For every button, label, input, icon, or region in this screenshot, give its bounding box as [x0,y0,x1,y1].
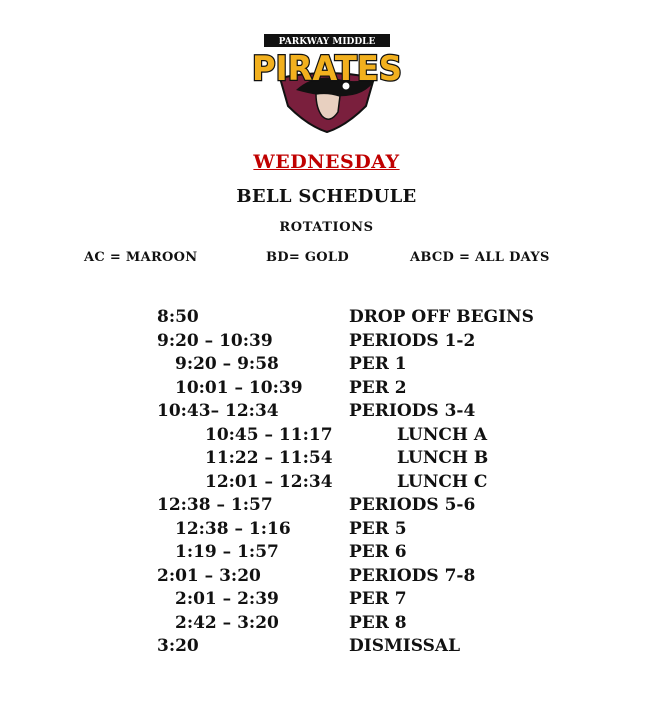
row-time: 12:01 – 12:34 [205,471,333,492]
row-event: PERIODS 1-2 [349,330,476,351]
schedule-row [0,518,653,541]
row-time: 10:43– 12:34 [157,401,279,421]
row-event: DROP OFF BEGINS [349,307,534,327]
row-event: PER 5 [349,518,407,539]
day-title: WEDNESDAY [253,151,400,173]
schedule-row [0,635,653,658]
row-time: 12:38 – 1:16 [175,518,291,539]
schedule-row [0,565,653,588]
row-time: 12:38 – 1:57 [157,495,273,515]
row-event: LUNCH B [397,448,489,468]
schedule-row [0,541,653,564]
row-time: 11:22 – 11:54 [205,448,333,468]
row-event: PERIODS 3-4 [349,401,476,421]
schedule-row [0,612,653,635]
row-event: DISMISSAL [349,636,461,656]
row-time: 3:20 [157,636,199,656]
logo-main-text: PIRATES [252,49,402,89]
schedule-row [0,424,653,447]
schedule-row [0,447,653,470]
row-event: PER 8 [349,612,407,633]
row-time: 2:01 – 2:39 [175,589,279,609]
row-time: 8:50 [157,307,199,327]
row-time: 10:45 – 11:17 [205,424,333,445]
pirates-logo [246,28,408,134]
legend-all-days: ABCD = ALL DAYS [410,250,550,265]
rotations-label: ROTATIONS [279,220,374,235]
row-event: LUNCH C [397,471,488,492]
legend-gold: BD= GOLD [266,250,349,265]
schedule-row [0,330,653,353]
row-event: PER 2 [349,377,407,398]
row-event: PER 6 [349,542,407,562]
row-time: 10:01 – 10:39 [175,377,303,398]
row-event: PERIODS 5-6 [349,495,476,515]
schedule-row [0,306,653,329]
row-time: 2:42 – 3:20 [175,612,279,633]
schedule-row [0,588,653,611]
schedule-row [0,377,653,400]
row-event: PERIODS 7-8 [349,565,476,586]
schedule-title: BELL SCHEDULE [236,186,417,207]
row-event: PER 1 [349,354,407,374]
schedule-row [0,494,653,517]
schedule-row [0,471,653,494]
row-event: LUNCH A [397,424,488,445]
logo-top-text: PARKWAY MIDDLE [278,37,376,47]
row-event: PER 7 [349,589,407,609]
legend-maroon: AC = MAROON [84,250,198,265]
schedule-row [0,400,653,423]
schedule-row [0,353,653,376]
row-time: 2:01 – 3:20 [157,565,261,586]
row-time: 9:20 – 9:58 [175,354,279,374]
row-time: 1:19 – 1:57 [175,542,279,562]
row-time: 9:20 – 10:39 [157,330,273,351]
